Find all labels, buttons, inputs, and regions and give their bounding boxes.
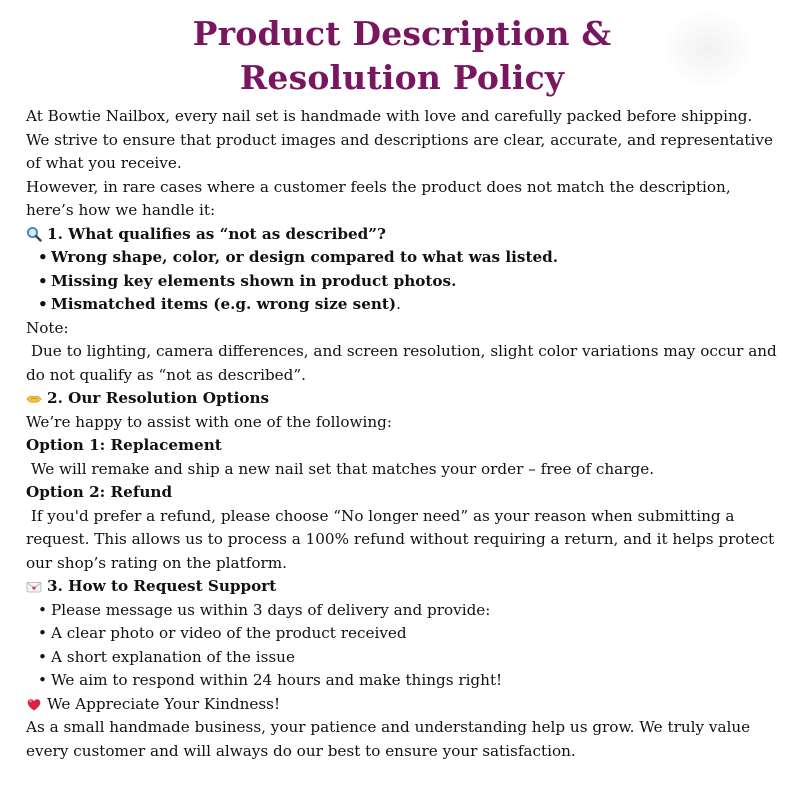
list-item: • A short explanation of the issue — [38, 646, 778, 670]
magnifying-glass-icon — [26, 226, 42, 242]
section2-heading-text: 2. Our Resolution Options — [47, 389, 270, 407]
list-item: • Please message us within 3 days of delivery and provide: — [38, 599, 778, 623]
closing-text: As a small handmade business, your patience and understanding help us grow. We truly value every customer and will always do our best to ensure your satisfaction. — [26, 718, 751, 760]
policy-body — [26, 105, 782, 763]
intro-paragraph-1: At Bowtie Nailbox, every nail set is handmade with love and carefully packed before shipping. We strive to ensure that product images and descriptions are clear, accurate, and representative of what you receive. — [26, 107, 773, 172]
list-item: • Wrong shape, color, or design compared to what was listed. — [38, 246, 778, 270]
list-item: • Mismatched items (e.g. wrong size sent). — [38, 293, 778, 317]
page-title — [26, 12, 778, 100]
section3-list — [26, 599, 778, 693]
option2-text: If you'd prefer a refund, please choose “No longer need” as your reason when submitting a request. This allows us to process a 100% refund without requiring a return, and it helps protect our shop’s rating on the platform. — [26, 506, 780, 572]
love-letter-icon — [26, 579, 42, 595]
section2-intro: We’re happy to assist with one of the following: — [26, 412, 392, 431]
page-title-line2: Resolution Policy — [239, 58, 565, 97]
intro-paragraph-2: However, in rare cases where a customer feels the product does not match the description, here’s how we handle it: — [26, 177, 731, 219]
option1-label: Option 1: Replacement — [26, 436, 222, 454]
list-item: • We aim to respond within 24 hours and make things right! — [38, 669, 778, 693]
section1-list — [26, 246, 778, 317]
list-item: • Missing key elements shown in product photos. — [38, 270, 778, 294]
heart-exclamation-icon — [26, 696, 42, 712]
note-label: Note: — [26, 318, 69, 337]
section3-heading-text: 3. How to Request Support — [47, 577, 277, 595]
policy-document — [26, 12, 782, 763]
section2-heading — [26, 387, 778, 411]
page-title-line1: Product Description & — [192, 14, 612, 53]
option1-text: We will remake and ship a new nail set that matches your order – free of charge. — [26, 459, 655, 478]
closing-heading — [26, 693, 778, 717]
section3-heading — [26, 575, 778, 599]
section1-heading — [26, 223, 778, 247]
section1-heading-text: 1. What qualifies as “not as described”? — [47, 224, 386, 243]
list-item: • A clear photo or video of the product received — [38, 622, 778, 646]
note-text: Due to lighting, camera differences, and screen resolution, slight color variations may occur and do not qualify as “not as described”. — [26, 342, 782, 384]
handshake-icon — [26, 391, 42, 407]
option2-label: Option 2: Refund — [26, 483, 173, 501]
closing-heading-text: We Appreciate Your Kindness! — [47, 694, 281, 713]
